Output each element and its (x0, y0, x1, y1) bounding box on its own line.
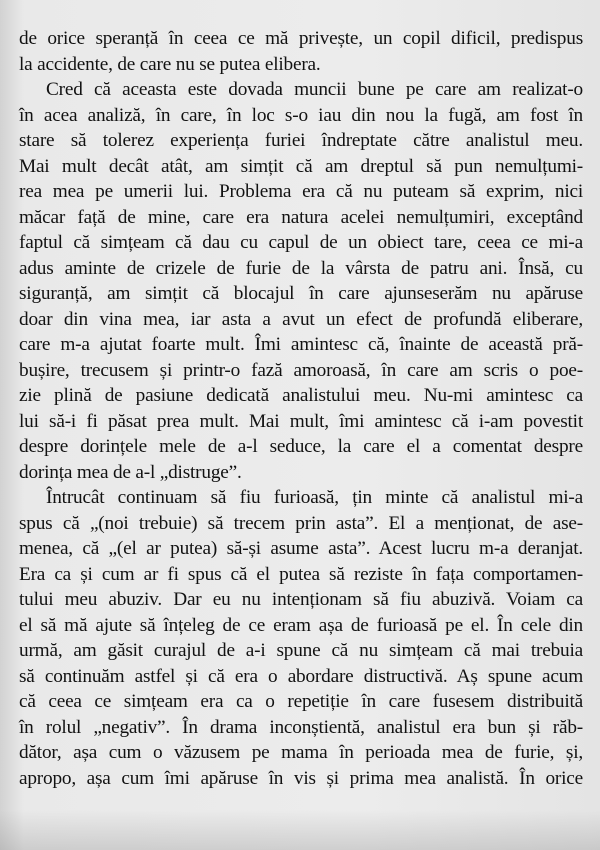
text-line: Era ca și cum ar fi spus că el putea să reziste în fața comportamen- (19, 563, 583, 585)
text-line: dător, așa cum o văzusem pe mama în perioada mea de furie, și, (19, 742, 583, 763)
text-line: dorința mea de a-l „distruge”. (19, 461, 242, 483)
text-line: Cred că aceasta este dovada muncii bune pe care am realizat-o (46, 79, 583, 100)
paragraph (19, 77, 583, 485)
page-text (19, 26, 583, 791)
text-line: zie plină de pasiune dedicată analistului meu. Nu-mi amintesc ca (19, 385, 583, 406)
text-line: faptul că simțeam că dau cu capul de un obiect tare, ceea ce mi-a (19, 232, 583, 253)
text-line: adus aminte de crizele de furie de la vârsta de patru ani. Însă, cu (19, 257, 583, 279)
text-line: siguranță, am simțit că blocajul în care ajunseserăm nu apăruse (19, 283, 583, 304)
text-line: Întrucât continuam să fiu furioasă, țin minte că analistul mi-a (46, 487, 583, 508)
text-line: în acea analiză, în care, în loc s-o iau din nou la fugă, am fost în (19, 104, 583, 126)
text-line: doar din vina mea, iar asta a avut un efect de profundă eliberare, (19, 308, 583, 330)
text-line: măcar față de mine, care era natura acelei nemulțumiri, exceptând (19, 206, 583, 228)
text-line: spus că „(noi trebuie) să trecem prin asta”. El a menționat, de ase- (19, 512, 583, 534)
text-line: de orice speranță în ceea ce mă privește, un copil dificil, predispus (19, 28, 583, 49)
text-line: tului meu abuziv. Dar eu nu intenționam să fiu abuzivă. Voiam ca (19, 589, 583, 610)
text-line: bușire, trecusem și printr-o fază amoroasă, în care am scris o poe- (19, 359, 583, 381)
text-line: el să mă ajute să înțeleg de ce eram așa de furioasă pe el. În cele din (19, 614, 583, 636)
text-line: că ceea ce simțeam era ca o repetiție în care fusesem distribuită (19, 691, 583, 712)
text-line: rea mea pe umerii lui. Problema era că nu puteam să exprim, nici (19, 181, 583, 202)
paragraph (19, 26, 583, 77)
text-line: în rolul „negativ”. În drama inconștientă, analistul era bun și răb- (19, 716, 583, 738)
text-line: lui să-i fi păsat prea mult. Mai mult, îmi amintesc că i-am povestit (19, 410, 583, 432)
text-line: despre dorințele mele de a-l seduce, la care el a comentat despre (19, 436, 583, 457)
paragraph (19, 485, 583, 791)
text-line: menea, că „(el ar putea) să-și asume asta”. Acest lucru m-a deranjat. (19, 538, 583, 559)
text-line: apropo, așa cum îmi apăruse în vis și prima mea analistă. În orice (19, 767, 583, 789)
text-line: care m-a ajutat foarte mult. Îmi amintesc că, înainte de această pră- (19, 334, 583, 355)
text-line: stare să tolerez experiența furiei îndreptate către analistul meu. (19, 130, 583, 151)
text-line: Mai mult decât atât, am simțit că am dreptul să pun nemulțumi- (19, 155, 583, 177)
page-shadow (0, 810, 600, 850)
text-line: la accidente, de care nu se putea elibera. (19, 53, 321, 75)
text-line: urmă, am găsit curajul de a-i spune că nu simțeam că mai trebuia (19, 640, 583, 661)
text-line: să continuăm astfel și că era o abordare distructivă. Aș spune acum (19, 665, 583, 687)
